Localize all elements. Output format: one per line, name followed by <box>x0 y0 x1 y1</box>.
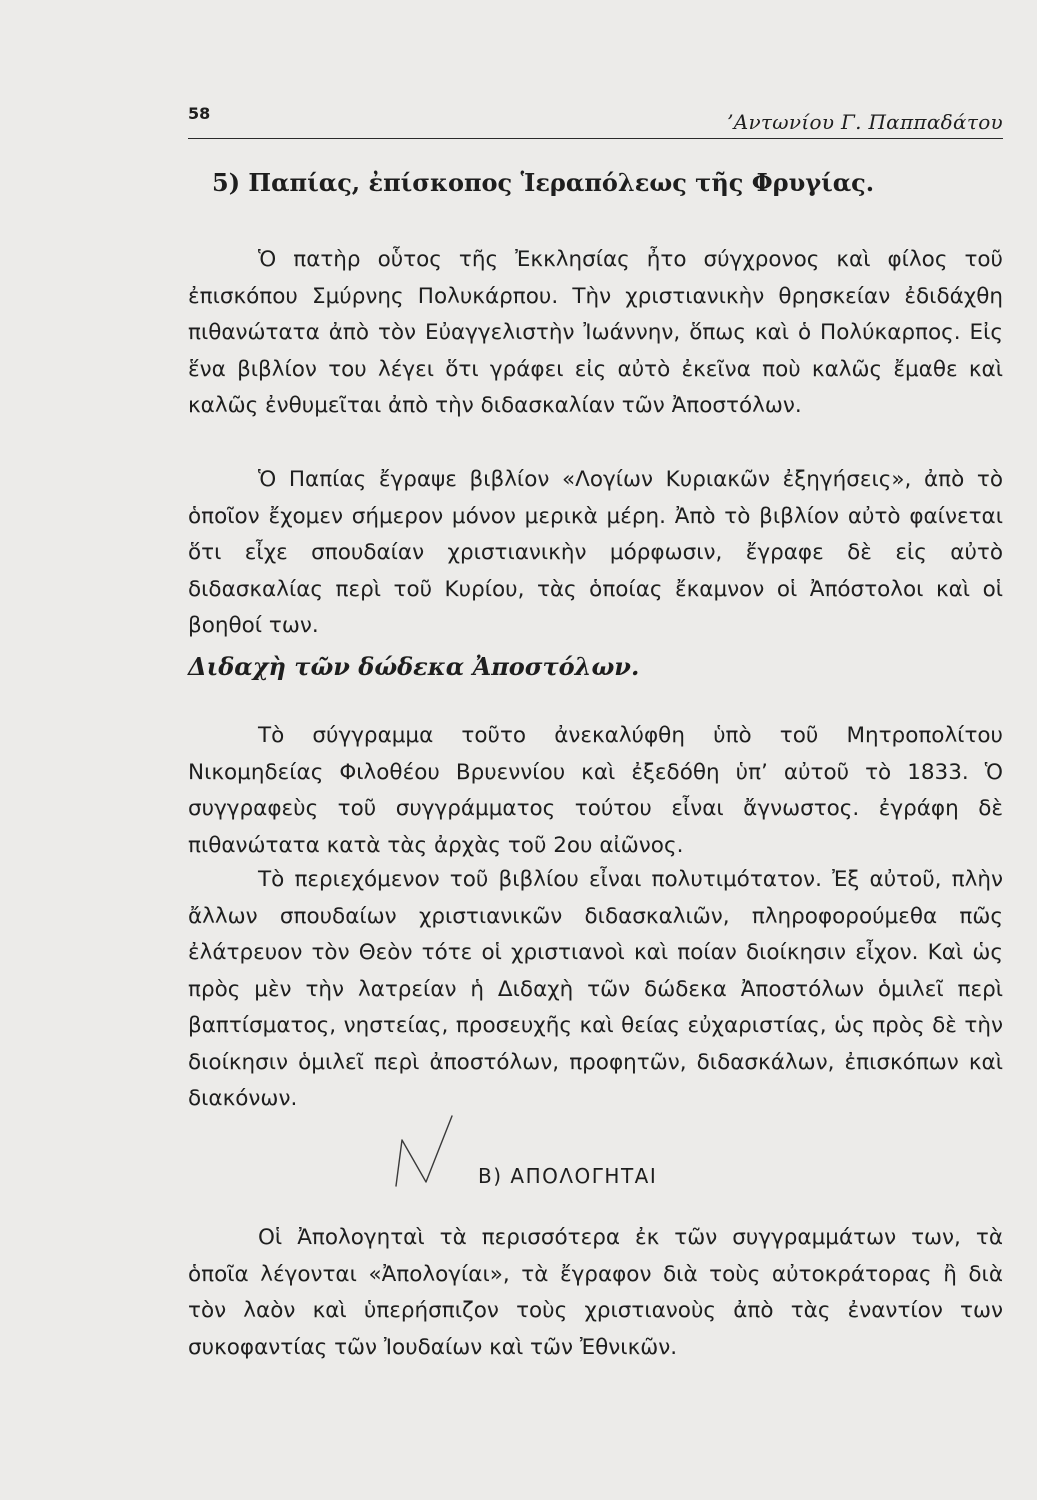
section-title-apologists: Β) ΑΠΟΛΟΓΗΤΑΙ <box>478 1164 658 1188</box>
papias-paragraph-1: Ὁ πατὴρ οὗτος τῆς Ἐκκλησίας ἦτο σύγχρονος καὶ φίλος τοῦ ἐπισκόπου Σμύρνης Πολυκάρπου. Τὴν χριστιανικὴν θρησκείαν ἐδιδάχθη πιθανώτατα ἀπὸ τὸν Εὐαγγελιστὴν Ἰωάννην, ὅπως καὶ ὁ Πολύκαρπος. Εἰς ἕνα βιβλίον του λέγει ὅτι γράφει εἰς αὐτὸ ἐκεῖνα ποὺ καλῶς ἔμαθε καὶ καλῶς ἐνθυμεῖται ἀπὸ τὴν διδασκαλίαν τῶν Ἀποστόλων. <box>188 247 1003 418</box>
apologists-paragraph-1: Οἱ Ἀπολογηταὶ τὰ περισσότερα ἐκ τῶν συγγραμμάτων των, τὰ ὁποῖα λέγονται «Ἀπολογίαι», τὰ ἔγραφον διὰ τοὺς αὐτοκράτορας ἢ διὰ τὸν λαὸν καὶ ὑπερήσπιζον τοὺς χριστιανοὺς ἀπὸ τὰς ἐναντίον των συκοφαντίας τῶν Ἰουδαίων καὶ τῶν Ἐθνικῶν. <box>188 1225 1003 1360</box>
section-title-didache: Διδαχὴ τῶν δώδεκα Ἀποστόλων. <box>188 652 640 681</box>
page-header <box>188 98 1003 139</box>
section-title-papias: 5) Παπίας, ἐπίσκοπος Ἱεραπόλεως τῆς Φρυγίας. <box>212 168 875 197</box>
running-head: ’Αντωνίου Γ. Παππαδάτου <box>727 110 1003 134</box>
didache-paragraph-1: Τὸ σύγγραμμα τοῦτο ἀνεκαλύφθη ὑπὸ τοῦ Μητροπολίτου Νικομηδείας Φιλοθέου Βρυεννίου καὶ ἐξεδόθη ὑπ’ αὐτοῦ τὸ 1833. Ὁ συγγραφεὺς τοῦ συγγράμματος τούτου εἶναι ἄγνωστος. ἐγράφη δὲ πιθανώτατα κατὰ τὰς ἀρχὰς τοῦ 2ου αἰῶνος. <box>188 723 1003 858</box>
page-number: 58 <box>188 104 211 123</box>
didache-paragraph-2: Τὸ περιεχόμενον τοῦ βιβλίου εἶναι πολυτιμότατον. Ἐξ αὐτοῦ, πλὴν ἄλλων σπουδαίων χριστιανικῶν διδασκαλιῶν, πληροφορούμεθα πῶς ἐλάτρευον τὸν Θεὸν τότε οἱ χριστιανοὶ καὶ ποίαν διοίκησιν εἶχον. Καὶ ὡς πρὸς μὲν τὴν λατρείαν ἡ Διδαχὴ τῶν δώδεκα Ἀποστόλων ὁμιλεῖ περὶ βαπτίσματος, νηστείας, προσευχῆς καὶ θείας εὐχαριστίας, ὡς πρὸς δὲ τὴν διοίκησιν ὁμιλεῖ περὶ ἀποστόλων, προφητῶν, διδασκάλων, ἐπισκόπων καὶ διακόνων. <box>188 867 1003 1111</box>
handwritten-mark-icon <box>382 1112 472 1192</box>
papias-paragraph-2: Ὁ Παπίας ἔγραψε βιβλίον «Λογίων Κυριακῶν ἐξηγήσεις», ἀπὸ τὸ ὁποῖον ἔχομεν σήμερον μόνον μερικὰ μέρη. Ἀπὸ τὸ βιβλίον αὐτὸ φαίνεται ὅτι εἶχε σπουδαίαν χριστιανικὴν μόρφωσιν, ἔγραφε δὲ εἰς αὐτὸ διδασκαλίας περὶ τοῦ Κυρίου, τὰς ὁποίας ἔκαμνον οἱ Ἀπόστολοι καὶ οἱ βοηθοί των. <box>188 467 1003 638</box>
